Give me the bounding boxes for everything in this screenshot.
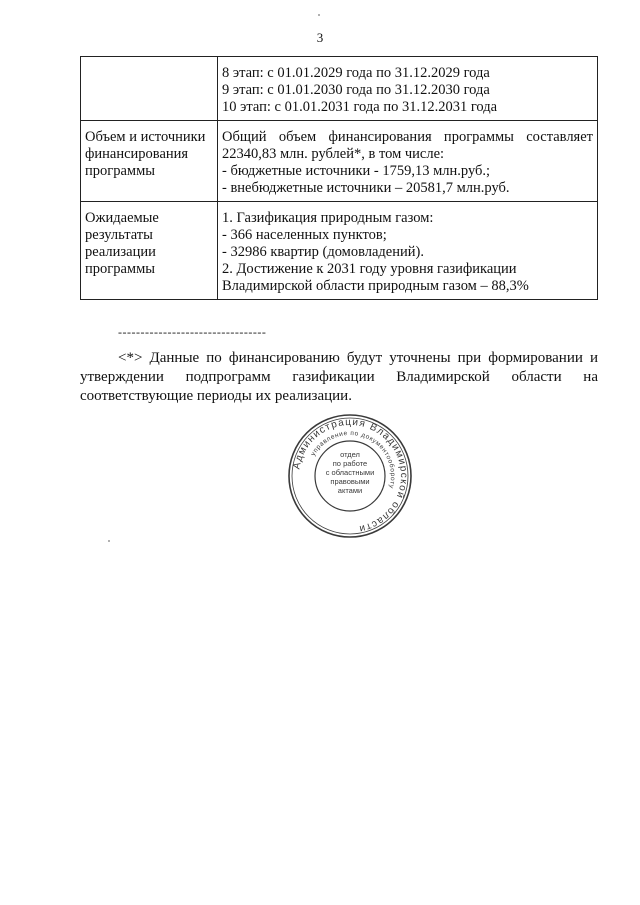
stage-9-text: 9 этап: с 01.01.2030 года по 31.12.2030 года xyxy=(222,82,490,98)
financing-label-line: Объем и источники xyxy=(85,129,206,145)
stages-cell xyxy=(218,57,598,121)
stamp-center-line: актами xyxy=(337,486,363,495)
results-label-line: программы xyxy=(85,261,155,277)
results-label-line: реализации xyxy=(85,244,156,260)
footnote-line-1: <*> Данные по финансированию будут уточнены при формировании и xyxy=(118,350,598,366)
stamp-inner-text: управление по документообороту xyxy=(309,429,397,490)
stamp-center-line: отдел xyxy=(340,450,360,459)
stamp-center-line: правовыми xyxy=(330,477,370,486)
scan-speck xyxy=(108,540,110,542)
stamp-seal-icon xyxy=(286,412,414,540)
footnote-separator: --------------------------------- xyxy=(118,325,267,339)
results-label-line: Ожидаемые xyxy=(85,210,159,226)
page-number: 3 xyxy=(316,30,324,45)
stage-8-text: 8 этап: с 01.01.2029 года по 31.12.2029 года xyxy=(222,65,490,81)
footnote-line-2: утверждении подпрограмм газификации Владимирской области на xyxy=(80,369,598,385)
results-label-line: результаты xyxy=(85,227,153,243)
result-apartments-text: - 32986 квартир (домовладений). xyxy=(222,244,424,260)
financing-total-text: Общий объем финансирования программы составляет xyxy=(222,129,593,145)
stamp-outer-text: Администрация Владимирской области xyxy=(291,416,410,535)
result-1-text: 1. Газификация природным газом: xyxy=(222,210,434,226)
result-2-continued-text: Владимирской области природным газом – 88,3% xyxy=(222,278,529,294)
financing-label-line: финансирования xyxy=(85,146,189,162)
table-row xyxy=(81,202,598,300)
budget-sources-text: - бюджетные источники - 1759,13 млн.руб.; xyxy=(222,163,491,179)
official-stamp xyxy=(286,412,414,540)
label-cell-empty xyxy=(81,57,218,121)
footnote xyxy=(80,349,598,406)
financing-label-cell xyxy=(81,121,218,202)
results-value-cell xyxy=(218,202,598,300)
stamp-center-line: по работе xyxy=(332,459,368,468)
financing-label-line: программы xyxy=(85,163,155,179)
results-label-cell xyxy=(81,202,218,300)
program-passport-table xyxy=(80,56,598,300)
financing-value-cell xyxy=(218,121,598,202)
table-row xyxy=(81,57,598,121)
stage-10-text: 10 этап: с 01.01.2031 года по 31.12.2031 года xyxy=(222,99,498,115)
scan-speck xyxy=(318,14,320,16)
result-2-text: 2. Достижение к 2031 году уровня газификации xyxy=(222,261,517,277)
footnote-line-3: соответствующие периоды их реализации. xyxy=(80,388,352,404)
extrabudget-sources-text: - внебюджетные источники – 20581,7 млн.руб. xyxy=(222,180,510,196)
table-row xyxy=(81,121,598,202)
financing-amount-text: 22340,83 млн. рублей*, в том числе: xyxy=(222,146,445,162)
result-settlements-text: - 366 населенных пунктов; xyxy=(222,227,387,243)
stamp-center-line: с областными xyxy=(325,468,375,477)
